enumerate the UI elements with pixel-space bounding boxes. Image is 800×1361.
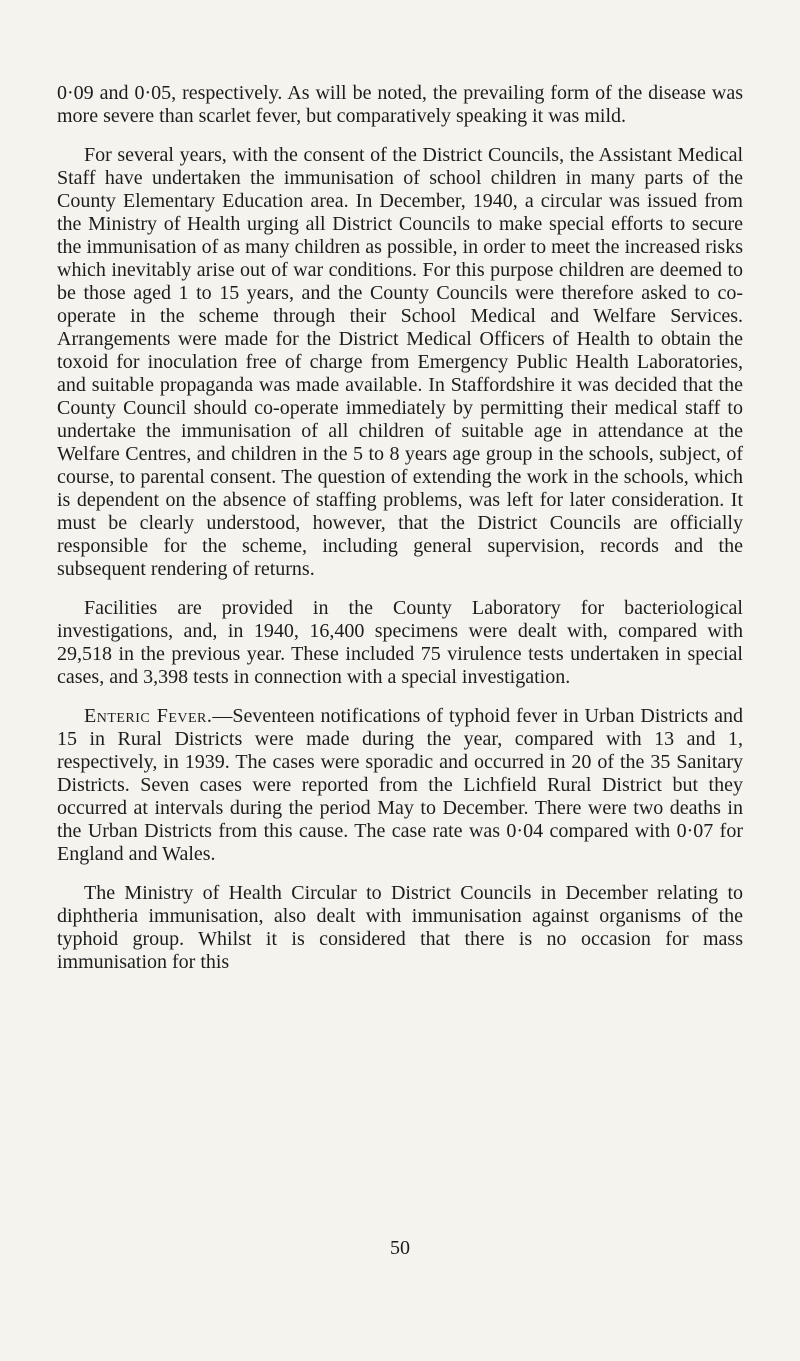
page-number: 50	[390, 1237, 410, 1259]
document-page	[57, 82, 743, 990]
paragraph-enteric-fever-body: —Seventeen notifications of typhoid fever in Urban Districts and 15 in Rural Districts were made during the year, compared with 13 and 1, respectively, in 1939. The cases were sporadic and occurred in 20 of the 35 Sanitary Districts. Seven cases were reported from the Lichfield Rural District but they occurred at intervals during the period May to December. There were two deaths in the Urban Districts from this cause. The case rate was 0·04 compared with 0·07 for England and Wales.	[57, 705, 743, 865]
paragraph-immunisation: For several years, with the consent of the District Councils, the Assistant Medical Staff have undertaken the immunisation of school children in many parts of the County Elementary Education area. In December, 1940, a circular was issued from the Ministry of Health urging all District Councils to make special efforts to secure the immunisation of as many children as possible, in order to meet the increased risks which inevitably arise out of war conditions. For this purpose children are deemed to be those aged 1 to 15 years, and the County Councils were therefore asked to co-operate in the scheme through their School Medical and Welfare Services. Arrangements were made for the District Medical Officers of Health to obtain the toxoid for inoculation free of charge from Emergency Public Health Laboratories, and suitable propaganda was made available. In Staffordshire it was decided that the County Council should co-operate immediately by permitting their medical staff to undertake the immunisation of all children of suitable age in attendance at the Welfare Centres, and children in the 5 to 8 years age group in the schools, subject, of course, to parental consent. The question of extending the work in the schools, which is dependent on the absence of staffing problems, was left for later consideration. It must be clearly understood, however, that the District Councils are officially responsible for the scheme, including general supervision, records and the subsequent rendering of returns.	[57, 144, 743, 580]
section-heading-enteric-fever: Enteric Fever.	[84, 705, 213, 727]
paragraph-laboratory: Facilities are provided in the County Laboratory for bacteriological investigations, and, in 1940, 16,400 specimens were dealt with, compared with 29,518 in the previous year. These included 75 virulence tests undertaken in special cases, and 3,398 tests in connection with a special investigation.	[57, 597, 743, 688]
paragraph-enteric-fever	[57, 705, 743, 866]
paragraph-ministry-circular: The Ministry of Health Circular to District Councils in December relating to diphtheria immunisation, also dealt with immunisation against organisms of the typhoid group. Whilst it is considered that there is no occasion for mass immunisation for this	[57, 882, 743, 973]
paragraph-scarlet-fever-continuation: 0·09 and 0·05, respectively. As will be noted, the prevailing form of the disease was more severe than scarlet fever, but comparatively speaking it was mild.	[57, 82, 743, 127]
